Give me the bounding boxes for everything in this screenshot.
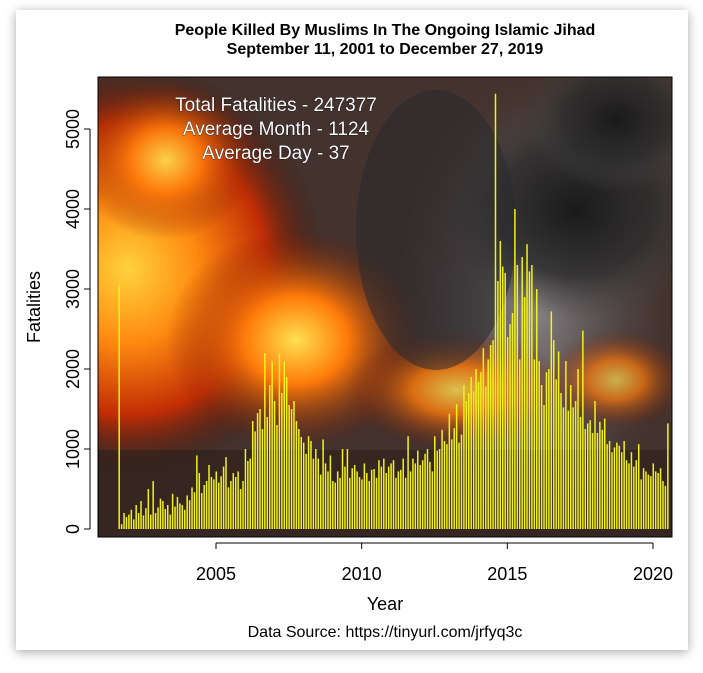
y-tick-label: 5000 — [63, 108, 83, 150]
bar — [286, 377, 288, 529]
bar — [468, 393, 470, 529]
bar — [203, 485, 205, 529]
bar — [553, 340, 555, 529]
bar — [502, 267, 504, 529]
bar — [427, 449, 429, 529]
bar — [361, 479, 363, 529]
bar — [517, 265, 519, 529]
bar — [422, 460, 424, 529]
bar — [490, 345, 492, 529]
bar — [376, 478, 378, 529]
bar — [347, 449, 349, 529]
bar — [492, 340, 494, 529]
bar — [463, 385, 465, 529]
bar — [298, 429, 300, 529]
bar — [131, 510, 133, 529]
bar — [267, 417, 269, 529]
bar — [405, 478, 407, 529]
bar — [543, 405, 545, 529]
bar — [653, 463, 655, 529]
bar — [568, 411, 570, 529]
bar — [288, 405, 290, 529]
bar — [373, 469, 375, 529]
bar — [242, 481, 244, 529]
bar — [560, 393, 562, 529]
bar — [140, 501, 142, 529]
bar — [237, 471, 239, 529]
bar — [548, 369, 550, 529]
bar — [604, 419, 606, 529]
bar — [155, 513, 157, 529]
bar — [524, 297, 526, 529]
bar — [167, 505, 169, 529]
bar — [580, 417, 582, 529]
bar — [393, 460, 395, 529]
bar — [621, 452, 623, 529]
bar — [184, 510, 186, 529]
bar — [390, 463, 392, 529]
bar — [354, 465, 356, 529]
bar — [636, 460, 638, 529]
bar — [504, 273, 506, 529]
bar — [310, 441, 312, 529]
bar — [162, 501, 164, 529]
bar — [589, 420, 591, 529]
bar — [344, 467, 346, 529]
bar — [631, 452, 633, 529]
bar — [383, 459, 385, 529]
bar — [191, 487, 193, 529]
x-tick-label: 2010 — [341, 564, 382, 584]
bar — [546, 372, 548, 529]
bar — [388, 467, 390, 529]
bar — [186, 495, 188, 529]
bar — [223, 467, 225, 529]
bar — [293, 401, 295, 529]
bar — [665, 486, 667, 529]
bar — [432, 471, 434, 529]
bar — [655, 471, 657, 529]
y-tick-label: 2000 — [63, 348, 83, 390]
stat-day: Average Day - 37 — [202, 143, 350, 164]
y-axis — [63, 109, 90, 534]
bar — [128, 515, 130, 529]
bar — [412, 459, 414, 529]
bar — [284, 361, 286, 529]
bar — [538, 361, 540, 529]
bar — [351, 468, 353, 529]
bar — [327, 471, 329, 529]
bar — [325, 463, 327, 529]
bar — [619, 446, 621, 529]
bar — [143, 515, 145, 529]
bar — [514, 209, 516, 529]
bar — [206, 481, 208, 529]
bar — [512, 313, 513, 529]
bar — [211, 477, 213, 529]
bar — [572, 407, 574, 529]
bar — [458, 443, 460, 529]
bar — [485, 387, 487, 529]
bar — [419, 465, 421, 529]
bar — [434, 436, 436, 529]
bar — [429, 462, 431, 529]
bar — [650, 476, 652, 529]
bar — [342, 449, 344, 529]
bar — [592, 433, 594, 529]
bar — [614, 447, 616, 529]
bar — [451, 439, 453, 529]
bar — [575, 401, 577, 529]
bar — [201, 493, 203, 529]
bar — [218, 483, 220, 529]
bar — [148, 489, 150, 529]
bar — [330, 455, 332, 529]
bar — [174, 507, 176, 529]
bar — [570, 385, 572, 529]
bar — [415, 463, 417, 529]
bar — [466, 401, 468, 529]
bar — [606, 444, 608, 529]
bar — [368, 481, 370, 529]
bar — [446, 444, 448, 529]
bar — [138, 513, 140, 529]
bar — [189, 500, 191, 529]
bar — [145, 508, 147, 529]
bar — [565, 361, 567, 529]
bar — [339, 478, 341, 529]
bar — [301, 437, 303, 529]
bar — [487, 359, 489, 529]
bar — [563, 407, 565, 529]
bar — [259, 409, 261, 529]
bar — [531, 265, 533, 529]
bar — [264, 353, 266, 529]
bar — [638, 444, 640, 529]
bar — [497, 281, 499, 529]
bar — [123, 513, 125, 529]
bar — [381, 467, 383, 529]
bar — [279, 353, 281, 529]
bar — [332, 481, 334, 529]
x-axis-label: Year — [366, 594, 404, 614]
bar — [609, 441, 611, 529]
bar — [667, 423, 669, 529]
bar — [235, 477, 237, 529]
bar — [444, 441, 446, 529]
bar — [150, 515, 152, 529]
bar — [194, 492, 196, 529]
bar — [208, 465, 210, 529]
bar — [257, 413, 259, 529]
bar — [157, 507, 159, 529]
bar — [313, 459, 315, 529]
bar — [519, 359, 521, 529]
bar — [233, 473, 235, 529]
bar — [126, 517, 128, 529]
bar — [230, 481, 232, 529]
bar — [179, 503, 181, 529]
bar — [271, 361, 273, 529]
bar — [400, 470, 402, 529]
bar — [585, 429, 587, 529]
bar — [449, 414, 451, 529]
bar — [602, 430, 604, 529]
bar — [616, 443, 618, 529]
bar — [296, 421, 298, 529]
bar — [359, 477, 361, 529]
bar — [245, 449, 247, 529]
bar — [172, 494, 174, 529]
bar — [225, 457, 227, 529]
bar — [254, 431, 256, 529]
bar — [252, 421, 254, 529]
bar — [216, 471, 218, 529]
bar — [456, 404, 458, 529]
bar — [424, 454, 426, 529]
bar — [398, 471, 400, 529]
bar — [623, 441, 625, 529]
bar — [228, 487, 230, 529]
bar — [611, 452, 613, 529]
bar — [395, 478, 397, 529]
bar — [196, 455, 198, 529]
bar — [507, 337, 509, 529]
bar — [626, 460, 628, 529]
bar — [529, 271, 531, 529]
bar — [594, 401, 596, 529]
bar — [648, 475, 650, 529]
chart — [16, 10, 688, 650]
bar — [643, 468, 645, 529]
bar — [118, 285, 120, 529]
bar — [534, 359, 536, 529]
bar — [509, 324, 511, 529]
bar — [177, 497, 179, 529]
bar — [364, 463, 366, 529]
bar — [521, 257, 523, 529]
data-source: Data Source: https://tinyurl.com/jrfyq3c — [247, 624, 523, 641]
bar — [276, 425, 278, 529]
bar — [660, 468, 662, 529]
x-tick-label: 2015 — [487, 564, 528, 584]
bar — [453, 428, 455, 529]
bar — [597, 433, 599, 529]
bar — [662, 481, 664, 529]
x-tick-label: 2020 — [632, 564, 674, 584]
x-axis — [196, 543, 673, 584]
bar — [322, 439, 324, 529]
bar — [199, 473, 201, 529]
bar — [577, 369, 579, 529]
bar — [349, 478, 351, 529]
bar — [152, 481, 154, 529]
bar — [320, 475, 322, 529]
bar — [633, 467, 635, 529]
bar — [555, 379, 557, 529]
bar — [470, 377, 472, 529]
bar — [483, 348, 485, 529]
bar — [541, 385, 543, 529]
bar — [526, 244, 528, 529]
chart-subtitle: September 11, 2001 to December 27, 2019 — [226, 41, 544, 58]
bar — [315, 449, 317, 529]
bar — [478, 382, 480, 529]
bar — [500, 241, 502, 529]
bar — [250, 459, 252, 529]
bar — [262, 429, 264, 529]
bar — [165, 509, 167, 529]
bar — [461, 435, 463, 529]
bar — [135, 505, 137, 529]
bar — [291, 409, 293, 529]
bar — [121, 524, 123, 529]
bar — [599, 422, 601, 529]
bar — [436, 451, 438, 529]
bar — [303, 443, 305, 529]
bar — [281, 393, 283, 529]
bar — [335, 483, 337, 529]
bar — [640, 479, 642, 529]
bar — [169, 515, 171, 529]
bar — [657, 473, 659, 529]
bar — [366, 473, 368, 529]
chart-card — [16, 10, 688, 650]
bar — [587, 423, 589, 529]
bar — [410, 471, 412, 529]
stat-month: Average Month - 1124 — [182, 119, 370, 140]
bar — [495, 94, 497, 529]
bar — [240, 489, 242, 529]
bar — [133, 519, 135, 529]
bar — [402, 459, 404, 529]
bar — [305, 454, 307, 529]
stats-annotation — [175, 95, 377, 164]
bar — [182, 505, 184, 529]
bar — [645, 471, 647, 529]
bar — [439, 449, 441, 529]
bar — [337, 471, 339, 529]
bar — [213, 479, 215, 529]
bar — [473, 391, 475, 529]
bar — [582, 331, 584, 529]
bar — [407, 436, 409, 529]
y-tick-label: 1000 — [63, 428, 83, 470]
bar — [371, 470, 373, 529]
bar — [247, 461, 249, 529]
bar — [385, 473, 387, 529]
bar — [220, 476, 222, 529]
bar — [378, 460, 380, 529]
bar — [536, 289, 538, 529]
bar — [551, 311, 553, 529]
bar — [274, 401, 276, 529]
bar — [318, 459, 320, 529]
stat-total: Total Fatalities - 247377 — [175, 95, 377, 116]
bar — [356, 471, 358, 529]
y-tick-label: 0 — [63, 523, 83, 535]
bar — [160, 499, 162, 529]
bar — [628, 463, 630, 529]
y-axis-label: Fatalities — [24, 270, 44, 344]
bar — [558, 351, 560, 529]
y-tick-label: 4000 — [63, 188, 83, 230]
bar — [269, 385, 271, 529]
bar — [480, 372, 482, 529]
y-tick-label: 3000 — [63, 268, 83, 310]
bar — [475, 369, 477, 529]
bar — [308, 436, 310, 529]
bar — [417, 451, 419, 529]
chart-title: People Killed By Muslims In The Ongoing Islamic Jihad — [174, 22, 596, 39]
bar — [441, 430, 443, 529]
x-tick-label: 2005 — [195, 564, 237, 584]
